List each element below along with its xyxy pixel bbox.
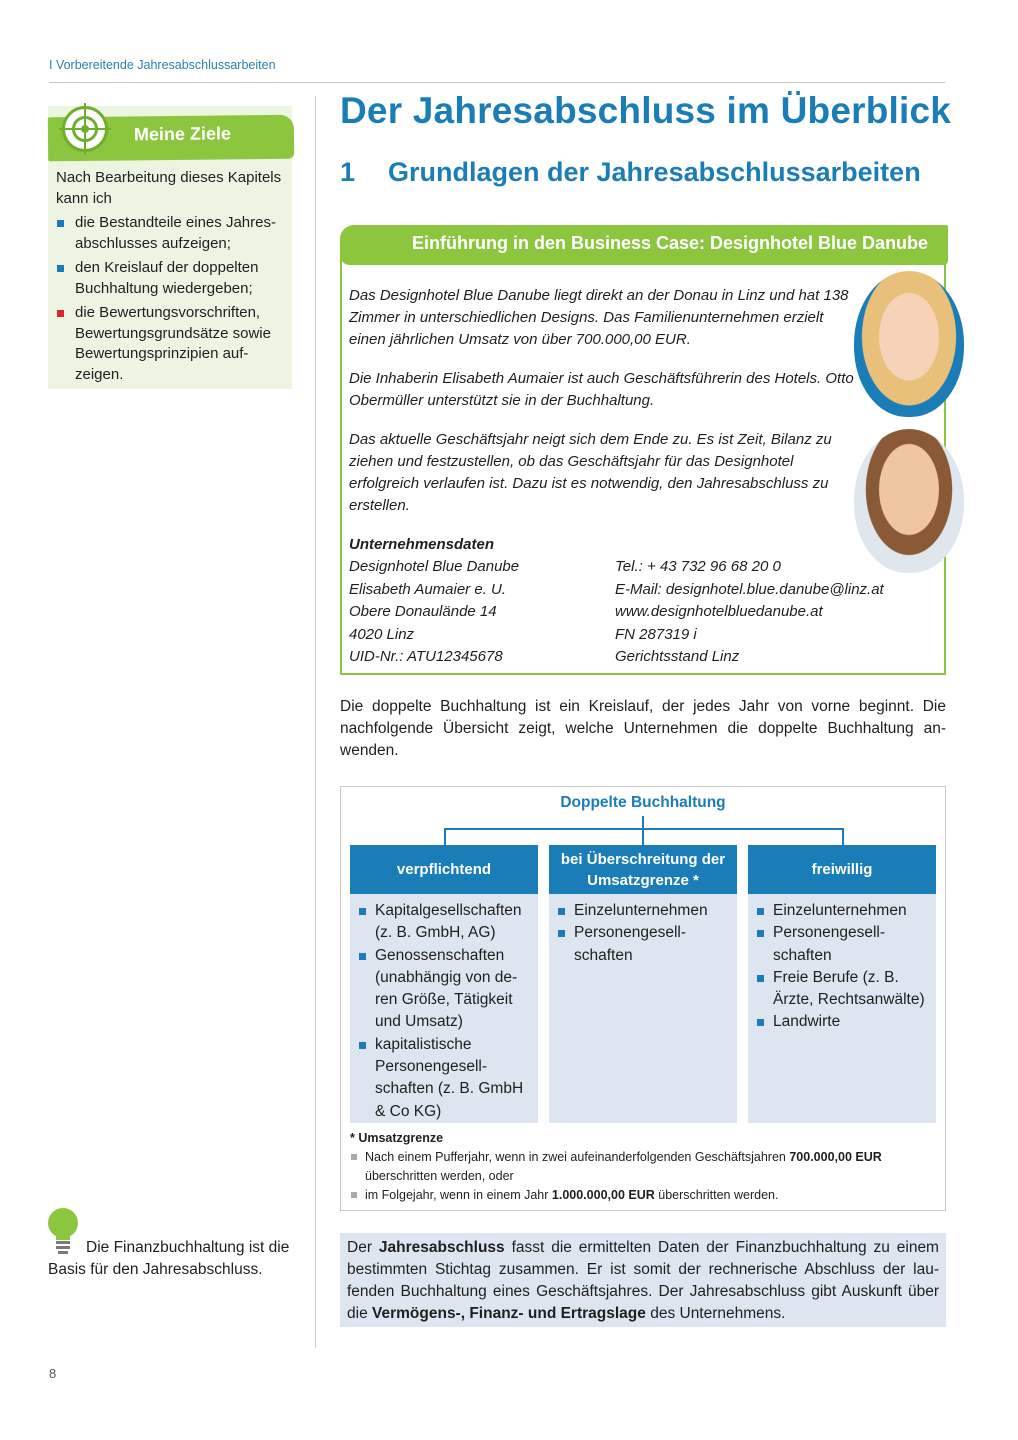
header-divider	[49, 82, 945, 83]
target-icon	[62, 106, 108, 152]
connector-line	[642, 828, 644, 845]
tip-text: Die Finanzbuchhaltung ist die Basis für den Jahresabschluss.	[48, 1239, 290, 1278]
footnote-item: Nach einem Pufferjahr, wenn in zwei aufeinanderfolgenden Geschäftsjahren 700.000,00 EUR überschritten werden, oder	[350, 1148, 940, 1186]
case-paragraph: Das Designhotel Blue Danube liegt direkt an der Donau in Linz und hat 138 Zimmer in unterschiedlichen Designs. Das Familienunternehmen erzielt einen jährlichen Umsatz von über 700.000,00 EUR.	[349, 287, 849, 348]
list-item: Freie Berufe (z. B. Ärzte, Rechtsanwälte)	[756, 967, 934, 1012]
bullet-icon	[57, 310, 64, 317]
intro-paragraph: Die doppelte Buchhaltung ist ein Kreislauf, der jedes Jahr von vorne beginnt. Die nachfolgende Übersicht zeigt, welche Unternehmen die doppelte Buchhaltung an-wenden.	[340, 698, 946, 759]
business-case-banner	[340, 225, 948, 274]
list-item: kapitalistische Personengesell-schaften (z. B. GmbH & Co KG)	[358, 1034, 536, 1123]
column-heading: verpflichtend	[350, 845, 538, 894]
list-item: Personengesell-schaften	[756, 922, 934, 967]
column-heading: freiwillig	[748, 845, 936, 894]
column-voluntary	[748, 845, 936, 1123]
goals-list	[56, 213, 288, 389]
bookkeeping-diagram	[340, 786, 946, 1211]
bullet-icon	[57, 220, 64, 227]
list-item: Landwirte	[756, 1011, 934, 1033]
case-paragraph: Die Inhaberin Elisabeth Aumaier ist auch Geschäftsführerin des Hotels. Otto Obermüller unterstützt sie in der Buchhaltung.	[349, 370, 854, 409]
connector-line	[842, 828, 844, 845]
accountant-photo	[854, 429, 964, 573]
column-divider	[315, 96, 316, 1348]
list-item: Kapitalgesellschaften (z. B. GmbH, AG)	[358, 900, 536, 945]
section-title: Grundlagen der Jahresabschlussarbeiten	[388, 157, 921, 187]
page-title: Der Jahresabschluss im Überblick	[340, 90, 952, 131]
diagram-title: Doppelte Buchhaltung	[560, 794, 726, 811]
column-mandatory	[350, 845, 538, 1123]
footnote-item: im Folgejahr, wenn in einem Jahr 1.000.000,00 EUR überschritten werden.	[350, 1186, 940, 1205]
list-item: Einzelunternehmen	[557, 900, 735, 922]
goal-item: den Kreislauf der doppelten Buchhaltung wiedergeben;	[56, 258, 288, 299]
summary-box	[340, 1233, 946, 1327]
company-heading: Unternehmensdaten	[349, 536, 495, 553]
running-head: I Vorbereitende Jahresabschlussarbeiten	[49, 58, 276, 72]
section-number: 1	[340, 157, 356, 187]
list-item: Genossenschaften (unabhängig von de-ren Größe, Tätigkeit und Umsatz)	[358, 945, 536, 1034]
column-threshold	[549, 845, 737, 1123]
goals-box	[48, 106, 292, 389]
owner-photo	[854, 271, 964, 417]
connector-line	[444, 828, 446, 845]
goals-title: Meine Ziele	[133, 123, 232, 145]
bullet-icon	[57, 265, 64, 272]
goals-intro: Nach Bearbeitung dieses Kapitels kann ich	[56, 169, 282, 207]
company-address: Designhotel Blue Danube Elisabeth Aumaier e. U. Obere Donaulände 14 4020 Linz UID-Nr.: ATU12345678	[349, 558, 520, 665]
business-case-title: Einführung in den Business Case: Designhotel Blue Danube ...	[412, 233, 929, 274]
connector-line	[444, 828, 844, 830]
list-item: Einzelunternehmen	[756, 900, 934, 922]
column-heading: bei Überschreitung der Umsatzgrenze *	[549, 845, 737, 894]
summary-text: Der Jahresabschluss fasst die ermittelten Daten der Finanzbuchhaltung zu einem bestimmten Stichtag zusammen. Er ist somit der rechnerische Abschluss der lau-fenden Buchhaltung eines Geschäftsjahres. Der Jahresabschluss gibt Auskunft über die Vermögens-, Finanz- und Ertragslage des Unternehmens.	[347, 1239, 939, 1322]
page-number: 8	[49, 1366, 57, 1381]
list-item: Personengesell-schaften	[557, 922, 735, 967]
case-paragraph: Das aktuelle Geschäftsjahr neigt sich dem Ende zu. Es ist Zeit, Bilanz zu ziehen und festzustellen, ob das Geschäftsjahr für das Designhotel erfolgreich verlaufen ist. Dazu ist es notwendig, den Jahresabschluss zu erstellen.	[349, 431, 832, 514]
goal-item: die Bewertungsvorschriften, Bewertungsgrundsätze sowie Bewertungsprinzipien auf-zeigen.	[56, 303, 288, 385]
company-contact: Tel.: + 43 732 96 68 20 0 E-Mail: designhotel.blue.danube@linz.at www.designhotelbluedanube.at FN 287319 i Gerichtsstand Linz	[615, 558, 884, 665]
business-case-box	[340, 233, 946, 675]
footnote-title: * Umsatzgrenze	[350, 1131, 444, 1145]
goal-item: die Bestandteile eines Jahres-abschlusses aufzeigen;	[56, 213, 288, 254]
